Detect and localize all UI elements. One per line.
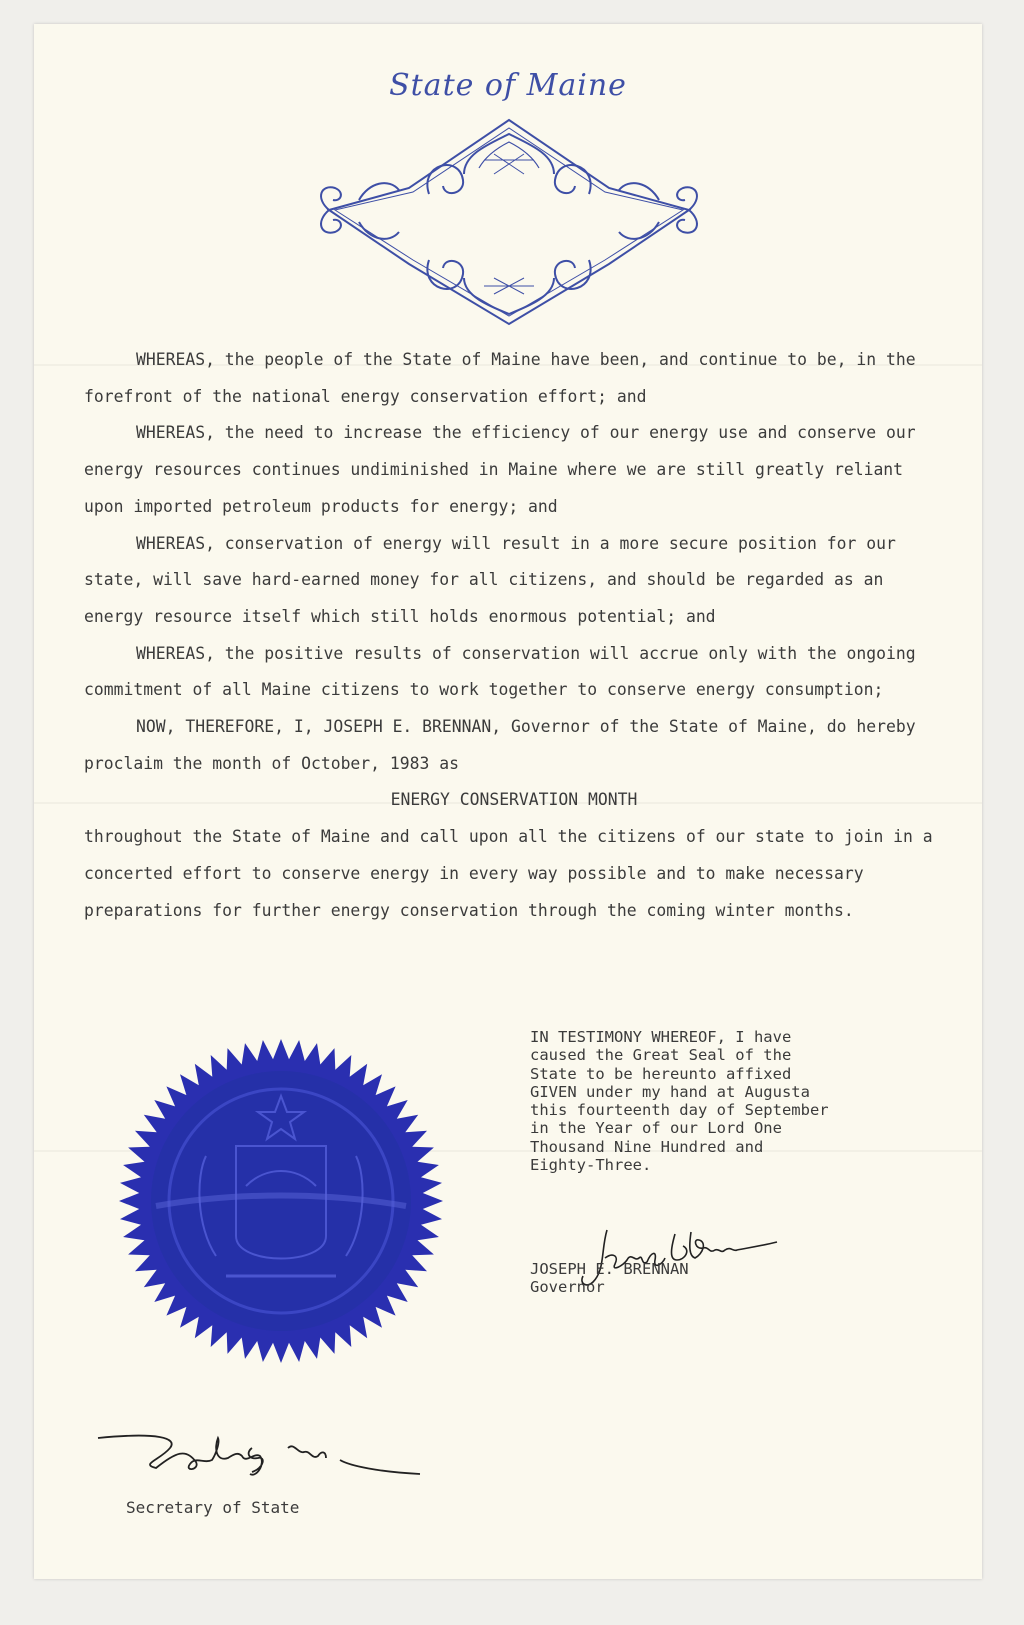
proclamation-body xyxy=(84,342,944,929)
governor-title: Governor xyxy=(530,1278,605,1297)
great-seal-of-maine xyxy=(116,1036,446,1366)
closing-paragraph: throughout the State of Maine and call upon all the citizens of our state to join in a concerted effort to conserve energy in every way possible and to make necessary preparations for further energy conservation through the coming winter months. xyxy=(84,827,933,920)
whereas-paragraph-3: WHEREAS, conservation of energy will result in a more secure position for our state, will save hard-earned money for all citizens, and should be regarded as an energy resource itself which still holds enormous potential; and xyxy=(84,533,896,626)
governor-block xyxy=(530,1260,689,1297)
whereas-paragraph-4: WHEREAS, the positive results of conservation will accrue only with the ongoing commitment of all Maine citizens to work together to conserve energy consumption; xyxy=(84,643,916,700)
proclaimed-month-heading: ENERGY CONSERVATION MONTH xyxy=(390,790,638,810)
whereas-paragraph-1: WHEREAS, the people of the State of Maine have been, and continue to be, in the forefront of the national energy conservation effort; and xyxy=(84,350,916,406)
testimony-line: Thousand Nine Hundred and xyxy=(530,1137,764,1156)
testimony-line: IN TESTIMONY WHEREOF, I have xyxy=(530,1028,792,1046)
therefore-paragraph: NOW, THEREFORE, I, JOSEPH E. BRENNAN, Governor of the State of Maine, do hereby proclaim the month of October, 1983 as xyxy=(84,717,916,773)
proclamation-crest xyxy=(299,110,719,340)
state-heading: State of Maine xyxy=(389,68,627,103)
testimony-line: in the Year of our Lord One xyxy=(530,1119,782,1138)
testimony-line: caused the Great Seal of the xyxy=(530,1046,792,1065)
secretary-signature xyxy=(92,1424,492,1504)
testimony-line: this fourteenth day of September xyxy=(530,1101,829,1120)
proclamation-page xyxy=(34,24,982,1579)
testimony-block xyxy=(530,1028,950,1174)
governor-name: JOSEPH E. BRENNAN xyxy=(530,1260,689,1278)
whereas-paragraph-2: WHEREAS, the need to increase the efficiency of our energy use and conserve our energy resources continues undiminished in Maine where we are still greatly reliant upon imported petroleum products for energy; and xyxy=(84,423,916,516)
testimony-line: State to be hereunto affixed xyxy=(530,1064,792,1083)
testimony-line: GIVEN under my hand at Augusta xyxy=(530,1082,810,1101)
testimony-line: Eighty-Three. xyxy=(530,1156,652,1175)
secretary-of-state-label: Secretary of State xyxy=(126,1498,300,1517)
